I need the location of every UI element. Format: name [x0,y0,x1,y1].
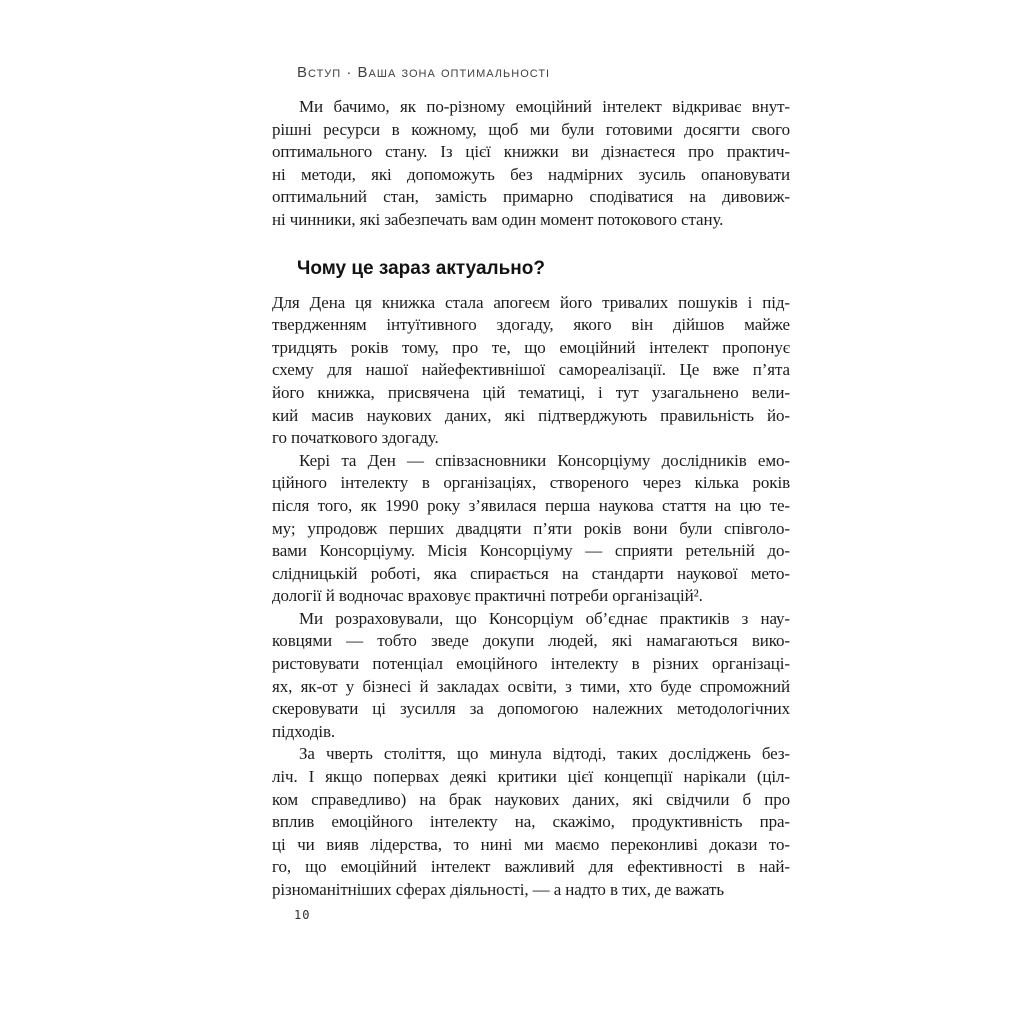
paragraph [272,450,790,608]
text-line: рішні ресурси в кожному, щоб ми були готовими досягти свого [272,119,790,139]
text-line: Ми бачимо, як по-різному емоційний інтелект відкриває внут- [299,97,790,116]
text-line: Для Дена ця книжка стала апогеєм його тривалих пошуків і під- [272,292,790,312]
text-line: тридцять років тому, про те, що емоційний інтелект пропонує [272,337,790,357]
text-flow [272,96,790,902]
text-line: ковцями — тобто зведе докупи людей, які намагаються вико- [272,631,790,651]
text-line: його книжка, присвячена цій тематиці, і тут узагальнено вели- [272,382,790,402]
text-line: схему для нашої найефективнішої самореалізації. Це вже п’ята [272,360,790,380]
text-line: підходів. [272,721,336,741]
text-line: ці чи вияв лідерства, то нині ми маємо переконливі докази то- [272,834,790,854]
section-heading: Чому це зараз актуально? [297,257,545,279]
paragraph [272,743,790,901]
text-line: За чверть століття, що минула відтоді, таких досліджень без- [299,744,790,764]
text-line: різноманітніших сферах діяльності, — а надто в тих, де важать [272,880,724,899]
text-line: дології й водночас враховує практичні потреби організацій². [272,586,703,606]
text-line: після того, як 1990 року з’явилася перша наукова стаття на цю те- [272,495,790,515]
text-line: ристовувати потенціал емоційного інтелекту в різних організаці- [272,654,790,674]
text-line: вплив емоційного інтелекту на, скажімо, продуктивність пра- [272,812,790,832]
text-line: оптимального стану. Із цієї книжки ви дізнаєтеся про практич- [272,142,790,162]
text-line: Ми розраховували, що Консорціум об’єднає практиків з нау- [299,608,790,628]
text-line: ях, як-от у бізнесі й закладах освіти, з тими, хто буде спроможний [272,676,790,696]
text-line: ком справедливо) на брак наукових даних, які свідчили б про [272,789,790,809]
text-line: му; упродовж перших двадцяти п’яти років вони були співголо- [272,518,790,538]
text-line: Кері та Ден — співзасновники Консорціуму дослідників емо- [299,450,790,470]
paragraph [272,96,790,232]
text-line: го, що емоційний інтелект важливий для ефективності в най- [272,857,790,877]
text-line: ліч. І якщо попервах деякі критики цієї концепції нарікали (ціл- [272,767,790,787]
text-line: ні чинники, які забезпечать вам один момент потокового стану. [272,209,724,229]
text-line: ні методи, які допоможуть без надмірних зусиль опановувати [272,164,790,184]
paragraph [272,608,790,744]
text-line: оптимальний стан, замість примарно сподіватися на дивовиж- [272,187,790,207]
text-line: слідницькій роботі, яка спирається на стандарти наукової мето- [272,563,790,583]
text-line: твердженням інтуїтивного здогаду, якого він дійшов майже [272,315,790,335]
text-line: ційного інтелекту в організаціях, створеного через кілька років [272,473,790,493]
page-number: 10 [294,908,311,922]
text-line: го початкового здогаду. [272,428,439,448]
text-line: скеровувати ці зусилля за допомогою належних методологічних [272,699,790,719]
text-line: вами Консорціуму. Місія Консорціуму — сприяти ретельній до- [272,541,790,561]
paragraph [272,292,790,450]
text-line: кий масив наукових даних, які підтверджують правильність йо- [272,405,790,425]
running-head: Вступ · Ваша зона оптимальності [297,64,551,81]
